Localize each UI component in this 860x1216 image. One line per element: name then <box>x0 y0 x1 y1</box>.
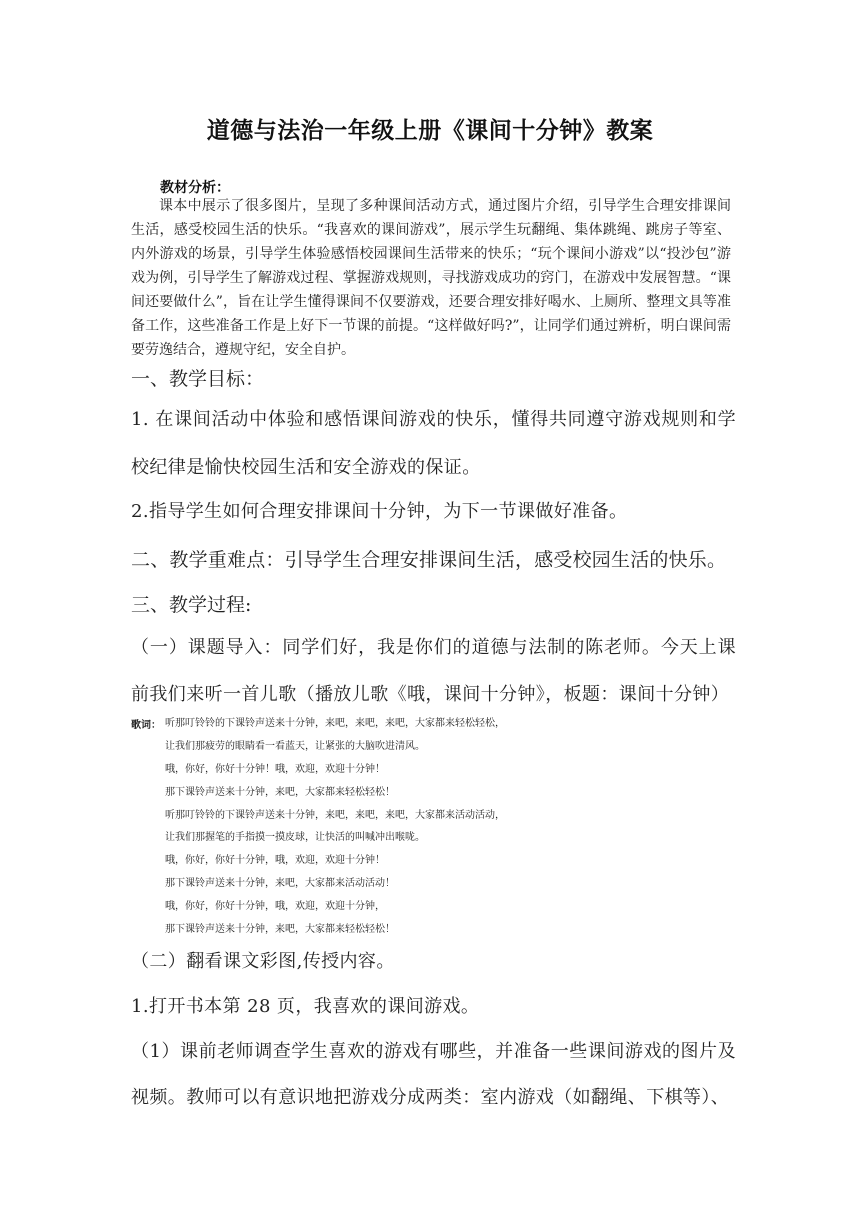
section-heading-process: 三、教学过程: <box>131 594 252 616</box>
goal-item-2: 2.指导学生如何合理安排课间十分钟，为下一节课做好准备。 <box>131 501 628 522</box>
lyrics-line: 让我们那握笔的手指摸一摸皮球，让快活的叫喊冲出喉咙。 <box>165 832 425 844</box>
analysis-paragraph: 课本中展示了很多图片，呈现了多种课间活动方式，通过图片介绍，引导学生合理安排课间生活，感受校园生活的快乐。“我喜欢的课间游戏”，展示学生玩翻绳、集体跳绳、跳房子等室、内外游戏的场景，引导学生体验感悟校园课间生活带来的快乐；“玩个课间小游戏”以“投沙包”游戏为例，引导学生了解游戏过程、掌握游戏规则，寻找游戏成功的窍门，在游戏中发展智慧。“课间还要做什么”，旨在让学生懂得课间不仅要游戏，还要合理安排好喝水、上厕所、整理文具等准备工作，这些准备工作是上好下一节课的前提。“这样做好吗?”，让同学们通过辨析，明白课间需要劳逸结合，遵规守纪，安全自护。 <box>131 198 731 358</box>
lyrics-line: 那下课铃声送来十分钟，来吧，大家都来轻松轻松！ <box>165 924 395 936</box>
lyrics-line: 那下课铃声送来十分钟，来吧，大家都来活动活动！ <box>165 878 395 890</box>
lyrics-label: 歌词： <box>131 720 161 731</box>
lyrics-list <box>165 713 505 942</box>
lyrics-line: 哦，你好，你好十分钟！哦，欢迎，欢迎十分钟！ <box>165 763 385 775</box>
lyrics-line: 听那叮铃铃的下课铃声送来十分钟，来吧，来吧，来吧，大家都来轻松轻松， <box>165 718 505 729</box>
lyrics-line: 听那叮铃铃的下课铃声送来十分钟，来吧，来吧，来吧，大家都来活动活动， <box>165 809 505 821</box>
analysis-heading: 教材分析： <box>160 180 230 196</box>
part2-item-1: 1.打开书本第 28 页，我喜欢的课间游戏。 <box>131 996 480 1017</box>
lyrics-line: 哦，你好，你好十分钟，哦，欢迎，欢迎十分钟！ <box>165 855 385 867</box>
goal-item-1: 1. 在课间活动中体验和感悟课间游戏的快乐，懂得共同遵守游戏规则和学校纪律是愉快校园生活和安全游戏的保证。 <box>131 409 736 478</box>
part2-item-1-sub: （1）课前老师调查学生喜欢的游戏有哪些，并准备一些课间游戏的图片及视频。教师可以有意识地把游戏分成两类：室内游戏（如翻绳、下棋等）、 <box>131 1041 736 1108</box>
intro-paragraph: （一）课题导入：同学们好，我是你们的道德与法制的陈老师。今天上课前我们来听一首儿歌（播放儿歌《哦，课间十分钟》，板题：课间十分钟） <box>131 637 736 705</box>
section-heading-key-points: 二、教学重难点：引导学生合理安排课间生活，感受校园生活的快乐。 <box>131 549 727 571</box>
lyrics-line: 那下课铃声送来十分钟，来吧，大家都来轻松轻松！ <box>165 786 395 798</box>
section-heading-goals: 一、教学目标： <box>131 368 265 390</box>
document-title: 道德与法治一年级上册《课间十分钟》教案 <box>206 117 654 144</box>
part2-heading: （二）翻看课文彩图,传授内容。 <box>131 951 395 972</box>
lyrics-line: 让我们那疲劳的眼睛看一看蓝天，让紧张的大脑吹进清风。 <box>165 740 425 752</box>
lyrics-line: 哦，你好，你好十分钟，哦，欢迎，欢迎十分钟， <box>165 901 385 913</box>
